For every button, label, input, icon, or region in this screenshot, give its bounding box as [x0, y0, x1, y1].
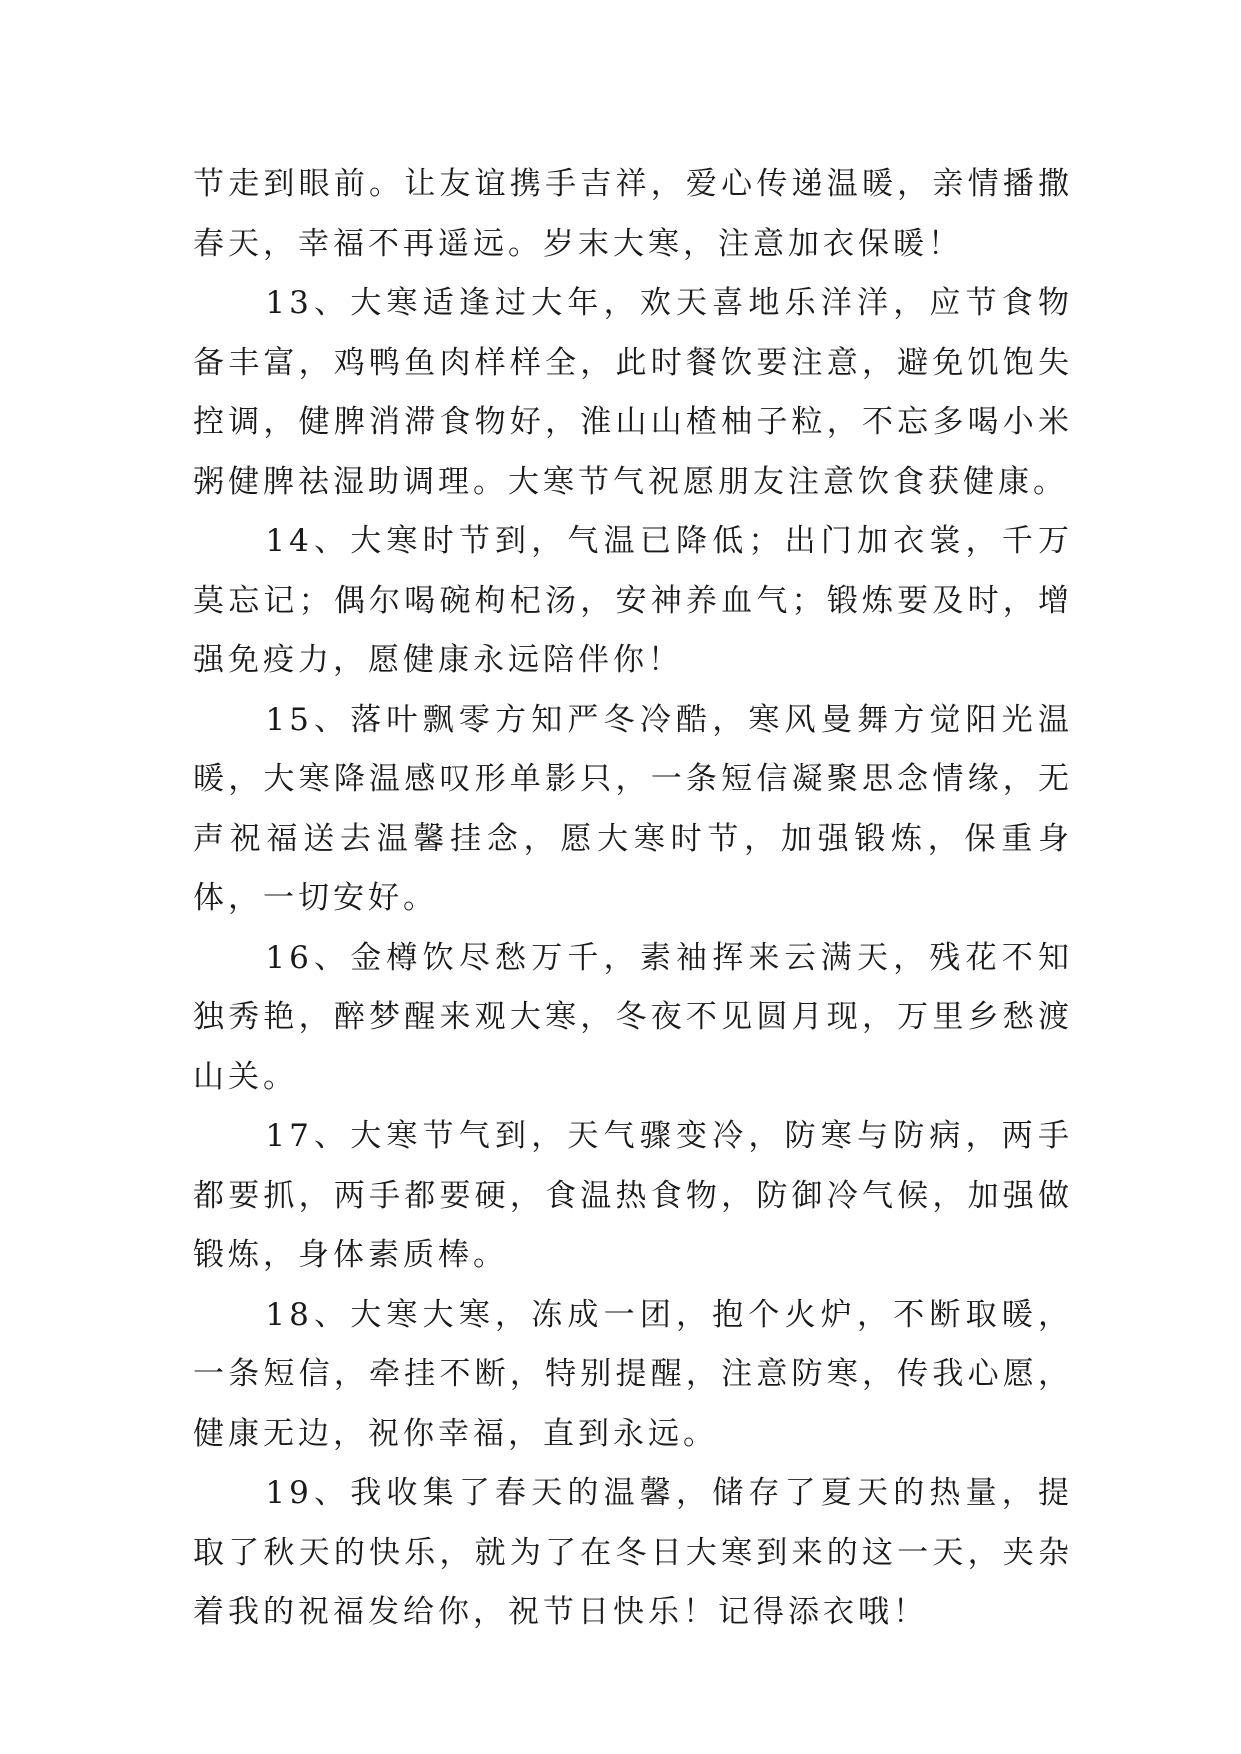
paragraph-15: 15、落叶飘零方知严冬冷酷，寒风曼舞方觉阳光温暖，大寒降温感叹形单影只，一条短信凝聚思念情缘，无声祝福送去温馨挂念，愿大寒时节，加强锻炼，保重身体，一切安好。	[193, 701, 1073, 916]
document-body	[193, 155, 1073, 1643]
paragraph-17: 17、大寒节气到，天气骤变冷，防寒与防病，两手都要抓，两手都要硬，食温热食物，防御冷气候，加强做锻炼，身体素质棒。	[193, 1118, 1073, 1273]
paragraph-16: 16、金樽饮尽愁万千，素袖挥来云满天，残花不知独秀艳，醉梦醒来观大寒，冬夜不见圆月现，万里乡愁渡山关。	[193, 939, 1073, 1095]
paragraph-14: 14、大寒时节到，气温已降低；出门加衣裳，千万莫忘记；偶尔喝碗枸杞汤，安神养血气；锻炼要及时，增强免疫力，愿健康永远陪伴你！	[193, 523, 1073, 678]
paragraph-continuation: 节走到眼前。让友谊携手吉祥，爱心传递温暖，亲情播撒春天，幸福不再遥远。岁末大寒，注意加衣保暖！	[193, 166, 1073, 262]
paragraph-19: 19、我收集了春天的温馨，储存了夏天的热量，提取了秋天的快乐，就为了在冬日大寒到来的这一天，夹杂着我的祝福发给你，祝节日快乐！记得添衣哦！	[193, 1475, 1073, 1630]
paragraph-18: 18、大寒大寒，冻成一团，抱个火炉，不断取暖，一条短信，牵挂不断，特别提醒，注意防寒，传我心愿，健康无边，祝你幸福，直到永远。	[193, 1296, 1073, 1452]
paragraph-13: 13、大寒适逢过大年，欢天喜地乐洋洋，应节食物备丰富，鸡鸭鱼肉样样全，此时餐饮要注意，避免饥饱失控调，健脾消滞食物好，淮山山楂柚子粒，不忘多喝小米粥健脾祛湿助调理。大寒节气祝愿朋友注意饮食获健康。	[193, 285, 1073, 500]
